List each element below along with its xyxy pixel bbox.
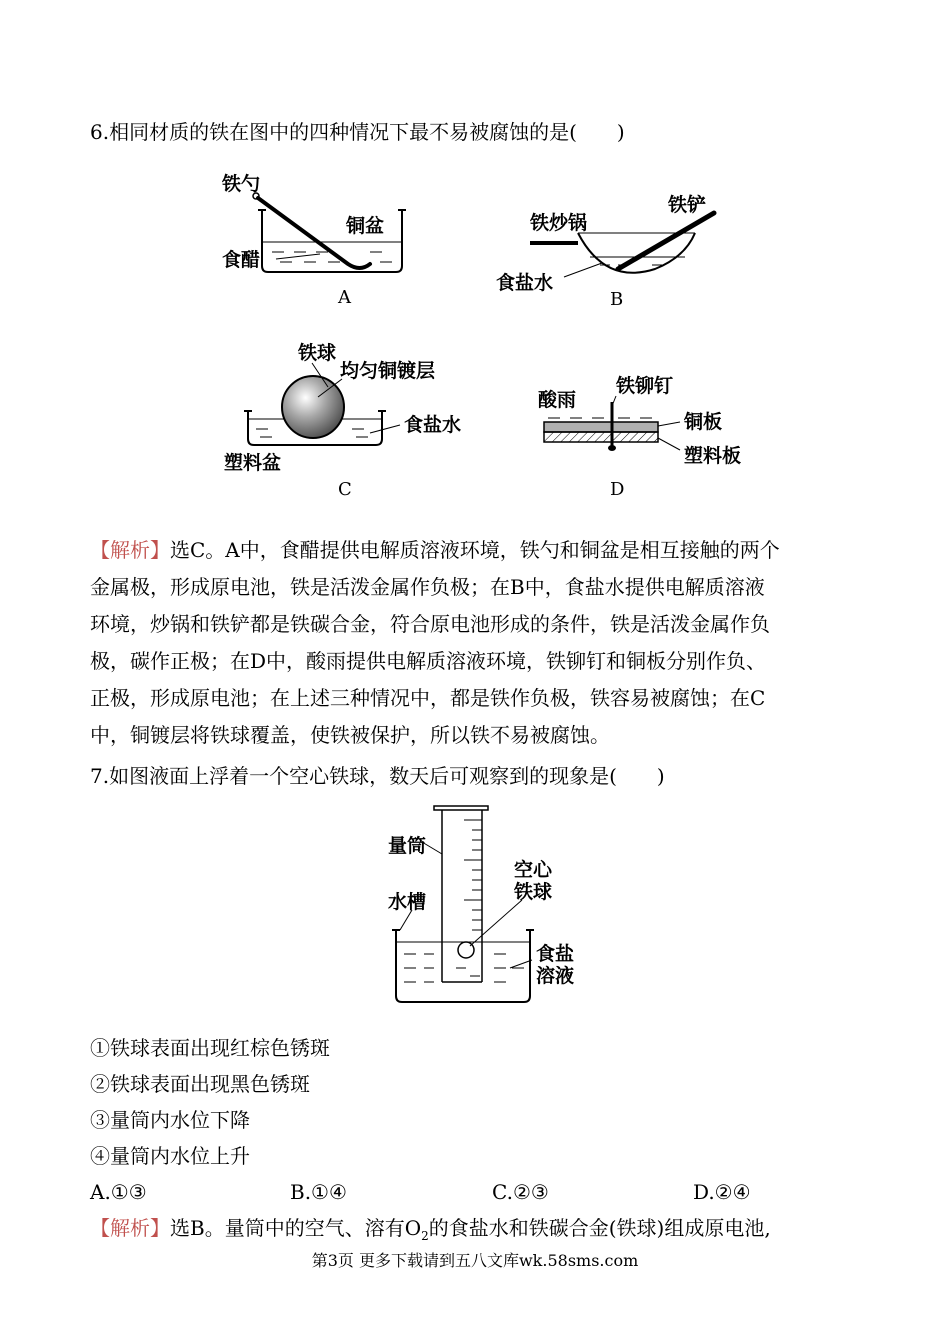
analysis-q7-sub: 2 — [421, 1229, 429, 1243]
analysis-q7-post: 的食盐水和铁碳合金(铁球)组成原电池, — [428, 1216, 771, 1240]
label-iron-wok: 铁炒锅 — [530, 212, 588, 234]
figure-q7 — [370, 800, 590, 1010]
option-3: ③量筒内水位下降 — [90, 1108, 250, 1132]
caption-b: B — [610, 289, 624, 310]
label-salt-water-c: 食盐水 — [404, 414, 462, 436]
analysis-line: 环境，炒锅和铁铲都是铁碳合金，符合原电池形成的条件，铁是活泼金属作负 — [90, 612, 770, 636]
label-hollow: 空心 — [514, 859, 553, 881]
label-copper-plating: 均匀铜镀层 — [340, 360, 436, 382]
iron-shovel-shape — [618, 213, 714, 269]
plastic-plate-shape — [544, 432, 658, 442]
label-acid-rain: 酸雨 — [538, 389, 577, 411]
choice-c: C.②③ — [492, 1180, 549, 1204]
analysis-tag-q7: 【解析】 — [90, 1216, 170, 1240]
analysis-line: 选C。A中，食醋提供电解质溶液环境，铁勺和铜盆是相互接触的两个 — [170, 538, 780, 562]
label-iron-spoon: 铁勺 — [222, 173, 261, 195]
label-iron-rivet: 铁铆钉 — [616, 375, 674, 397]
label-vinegar: 食醋 — [222, 249, 261, 271]
page-footer: 第3页 更多下载请到五八文库wk.58sms.com — [311, 1251, 639, 1270]
label-solution: 溶液 — [536, 965, 575, 987]
label-salt-water-b: 食盐水 — [496, 272, 554, 294]
figure-d — [530, 362, 770, 503]
caption-a: A — [338, 287, 351, 308]
caption-c: C — [338, 479, 352, 500]
choice-d: D.②④ — [693, 1180, 751, 1204]
label-iron-ball: 铁球 — [298, 342, 337, 364]
analysis-line: 金属极，形成原电池，铁是活泼金属作负极；在B中，食盐水提供电解质溶液 — [90, 575, 765, 599]
copper-plate-shape — [544, 422, 658, 432]
question-7-text: 7.如图液面上浮着一个空心铁球，数天后可观察到的现象是( ) — [90, 764, 665, 788]
analysis-line: 正极，形成原电池；在上述三种情况中，都是铁作负极，铁容易被腐蚀；在C — [90, 686, 766, 710]
choice-a: A.①③ — [90, 1180, 147, 1204]
analysis-line: 中，铜镀层将铁球覆盖，使铁被保护，所以铁不易被腐蚀。 — [90, 723, 610, 747]
question-6-text: 6.相同材质的铁在图中的四种情况下最不易被腐蚀的是( ) — [90, 120, 625, 144]
figure-b — [490, 185, 750, 313]
option-4: ④量筒内水位上升 — [90, 1144, 250, 1168]
label-salt: 食盐 — [536, 943, 575, 965]
figure-c — [220, 335, 480, 503]
iron-ball-shape — [282, 376, 344, 438]
analysis-q7 — [90, 1216, 771, 1248]
label-copper-basin: 铜盆 — [346, 215, 385, 237]
analysis-line: 极，碳作正极；在D中，酸雨提供电解质溶液环境，铁铆钉和铜板分别作负、 — [90, 649, 767, 673]
analysis-tag: 【解析】 — [90, 538, 170, 562]
analysis-q6 — [90, 532, 870, 754]
caption-d: D — [610, 479, 625, 500]
label-iron-shovel: 铁铲 — [668, 194, 707, 216]
label-plastic-plate: 塑料板 — [684, 445, 742, 467]
label-water-trough: 水槽 — [388, 891, 427, 913]
analysis-q7-pre: 选B。量筒中的空气、溶有O — [170, 1216, 422, 1240]
choice-b: B.①④ — [290, 1180, 347, 1204]
option-2: ②铁球表面出现黑色锈斑 — [90, 1072, 310, 1096]
option-1: ①铁球表面出现红棕色锈斑 — [90, 1036, 330, 1060]
figure-a — [220, 168, 420, 313]
label-plastic-basin: 塑料盆 — [224, 452, 282, 474]
label-copper-plate: 铜板 — [684, 411, 723, 433]
label-measuring-cylinder: 量筒 — [388, 835, 427, 857]
label-iron-ball-q7: 铁球 — [514, 881, 553, 903]
